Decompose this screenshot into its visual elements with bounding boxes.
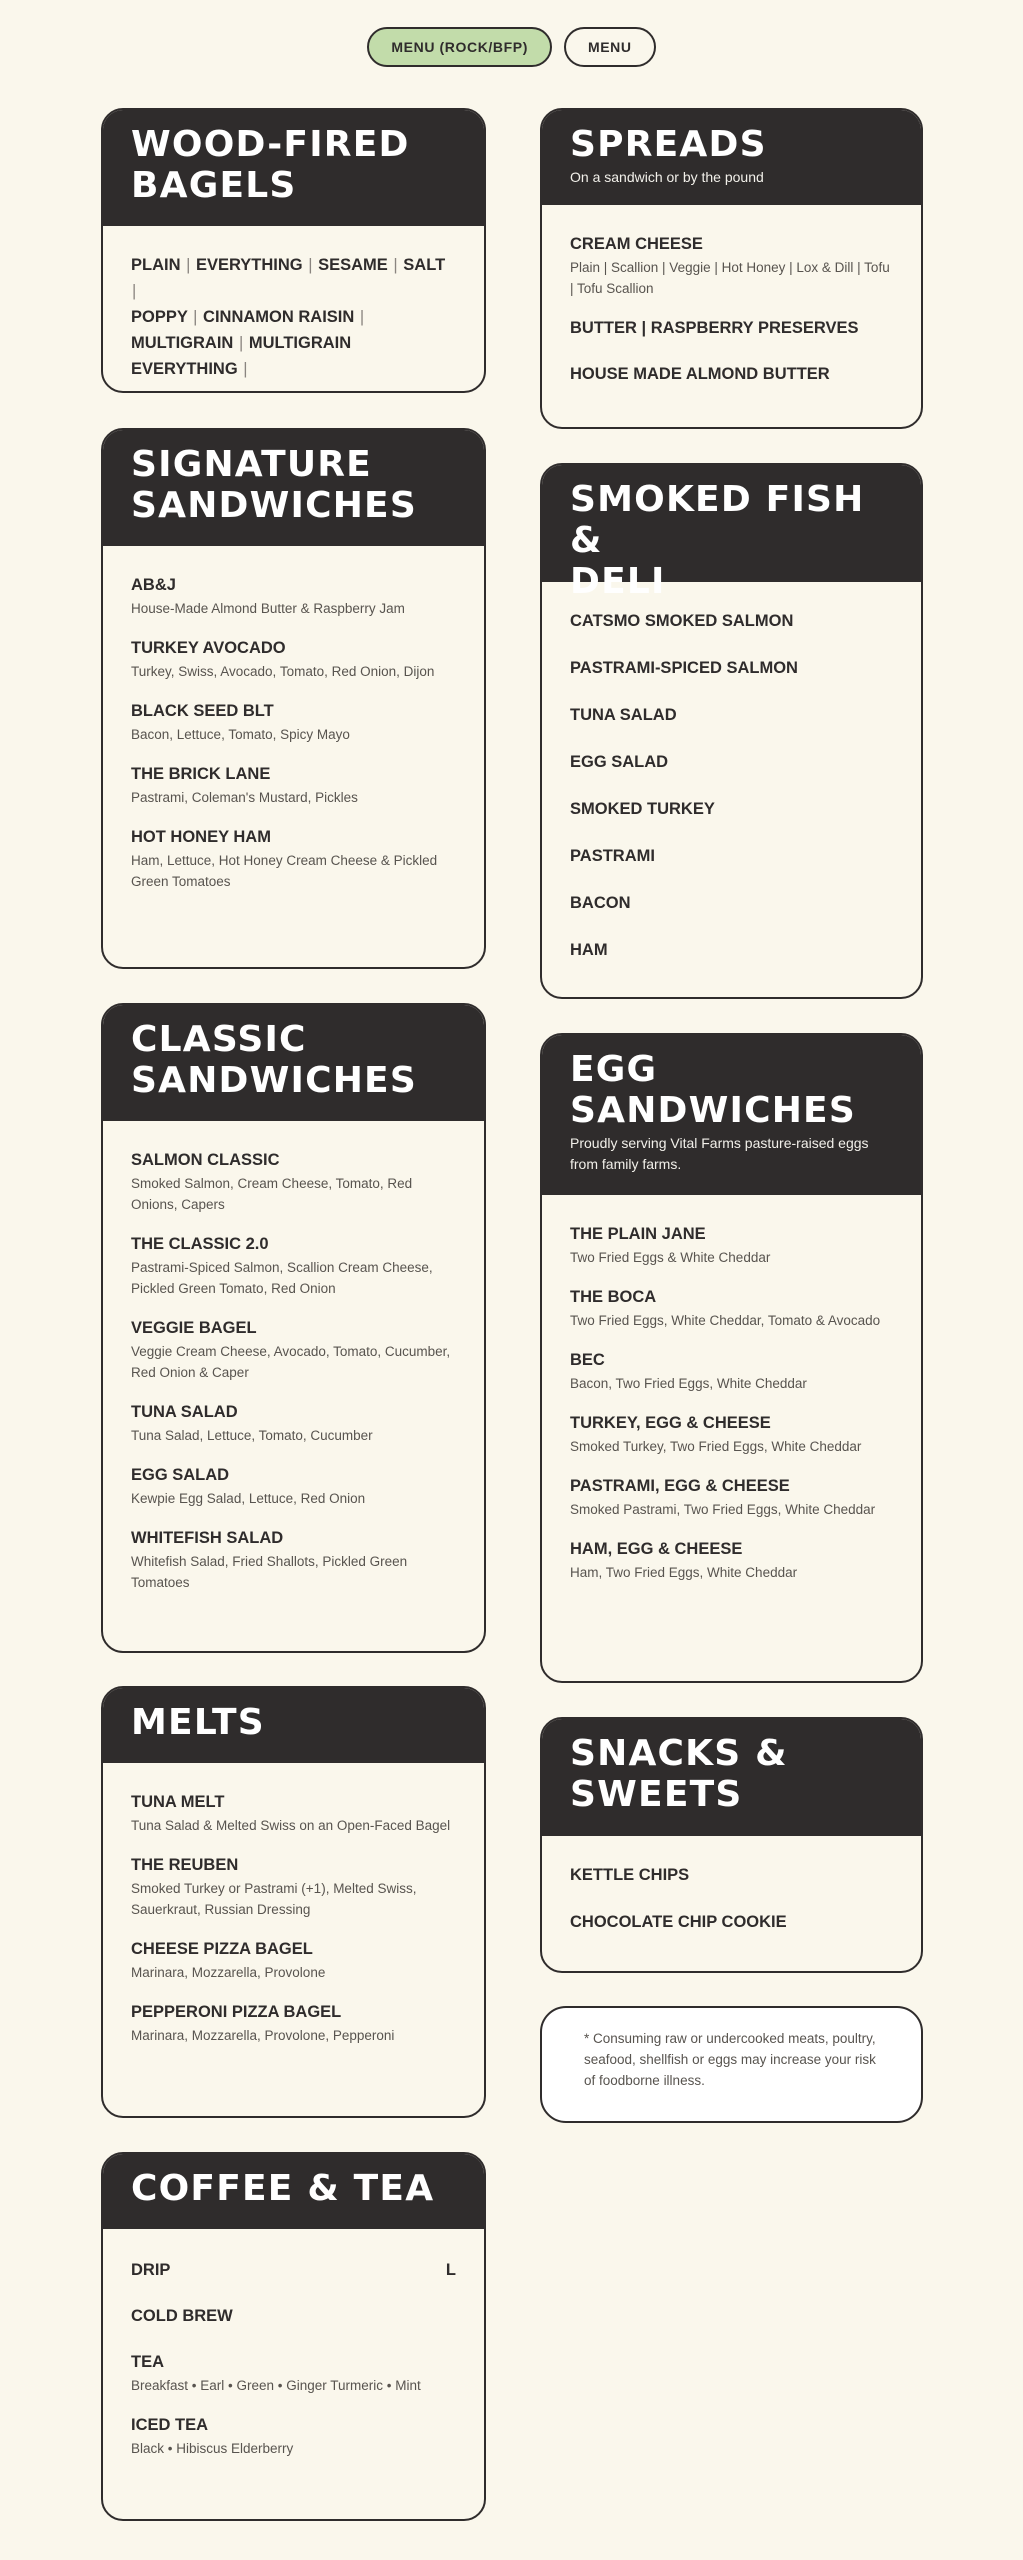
- menu-item: [131, 763, 456, 808]
- tab-menu[interactable]: MENU: [564, 27, 656, 67]
- separator: |: [359, 308, 365, 326]
- item-name: COLD BREW: [131, 2307, 233, 2325]
- menu-item: [131, 1854, 456, 1920]
- menu-tabs: [0, 27, 1023, 67]
- item-name: WHITEFISH SALAD: [131, 1529, 284, 1547]
- menu-item: [570, 363, 893, 385]
- item-description: Whitefish Salad, Fried Shallots, Pickled Green Tomatoes: [131, 1554, 408, 1590]
- item-name: EGG SALAD: [570, 753, 669, 771]
- title-line: WOOD-FIRED: [131, 124, 410, 165]
- menu-item: [570, 1349, 893, 1394]
- title-line: SNACKS &: [570, 1733, 788, 1774]
- item-label: DRIP: [131, 2261, 171, 2279]
- menu-item: [570, 1864, 893, 1886]
- menu-item: [570, 1286, 893, 1331]
- item-description: Kewpie Egg Salad, Lettuce, Red Onion: [131, 1491, 366, 1506]
- item-description: Turkey, Swiss, Avocado, Tomato, Red Onion, Dijon: [131, 664, 435, 679]
- title-line: SWEETS: [570, 1774, 743, 1815]
- item-name: PASTRAMI, EGG & CHEESE: [570, 1477, 790, 1495]
- item-name: TEA: [131, 2353, 164, 2371]
- section-header: [542, 1035, 921, 1195]
- separator: |: [393, 256, 398, 274]
- menu-item: [131, 2001, 456, 2046]
- item-description: Smoked Turkey, Two Fried Eggs, White Cheddar: [570, 1439, 862, 1454]
- item-name: CREAM CHEESE: [570, 235, 703, 253]
- menu-item: [570, 317, 893, 339]
- item-name: BUTTER | RASPBERRY PRESERVES: [570, 319, 859, 337]
- title-line: BAGELS: [131, 165, 297, 206]
- item-name: KETTLE CHIPS: [570, 1866, 690, 1884]
- separator: |: [308, 256, 313, 274]
- menu-item: [131, 2414, 456, 2459]
- bagel-flavor: EVERYTHING: [195, 256, 303, 274]
- section-title: SPREADS: [570, 124, 767, 165]
- item-name: HOT HONEY HAM: [131, 828, 271, 846]
- section-header: [103, 1688, 484, 1763]
- title-line: DELI: [570, 561, 666, 602]
- bagel-flavor: CINNAMON RAISIN: [203, 308, 355, 326]
- item-description: Smoked Pastrami, Two Fried Eggs, White Cheddar: [570, 1502, 876, 1517]
- section-coffee-tea: [101, 2152, 486, 2521]
- separator: |: [238, 334, 244, 352]
- item-description: Veggie Cream Cheese, Avocado, Tomato, Cucumber, Red Onion & Caper: [131, 1344, 451, 1380]
- notice-text: * Consuming raw or undercooked meats, poultry, seafood, shellfish or eggs may increase your risk of foodborne illness.: [584, 2031, 876, 2088]
- item-name: PASTRAMI-SPICED SALMON: [570, 659, 798, 677]
- item-name: SALMON CLASSIC: [131, 1151, 280, 1169]
- item-description: Pastrami-Spiced Salmon, Scallion Cream Cheese, Pickled Green Tomato, Red Onion: [131, 1260, 433, 1296]
- menu-item: [131, 2305, 456, 2327]
- separator: |: [186, 256, 191, 274]
- section-egg-sandwiches: [540, 1033, 923, 1683]
- menu-item: [570, 704, 893, 726]
- item-name: BEC: [570, 1351, 605, 1369]
- item-description: Black • Hibiscus Elderberry: [131, 2441, 294, 2456]
- separator: |: [243, 360, 248, 378]
- menu-item: [131, 1317, 456, 1383]
- section-wood-fired-bagels: [101, 108, 486, 393]
- section-title: [131, 1019, 456, 1101]
- item-name: TURKEY AVOCADO: [131, 639, 286, 657]
- section-title: COFFEE & TEA: [131, 2168, 435, 2209]
- item-description: Plain | Scallion | Veggie | Hot Honey | Lox & Dill | Tofu | Tofu Scallion: [570, 260, 890, 296]
- section-melts: [101, 1686, 486, 2118]
- item-description: Two Fried Eggs & White Cheddar: [570, 1250, 771, 1265]
- item-name: HAM, EGG & CHEESE: [570, 1540, 743, 1558]
- item-name: BLACK SEED BLT: [131, 702, 274, 720]
- separator: |: [193, 308, 198, 326]
- menu-item: [131, 574, 456, 619]
- item-name: TUNA SALAD: [570, 706, 677, 724]
- section-title: [570, 1733, 893, 1815]
- menu-item: [570, 845, 893, 867]
- section-title: MELTS: [131, 1702, 265, 1743]
- section-title: [131, 444, 456, 526]
- item-name: CHOCOLATE CHIP COOKIE: [570, 1913, 787, 1931]
- item-name: HOUSE MADE ALMOND BUTTER: [570, 365, 830, 383]
- item-description: House-Made Almond Butter & Raspberry Jam: [131, 601, 405, 616]
- item-name: HAM: [570, 941, 608, 959]
- bagel-flavor: POPPY: [131, 308, 188, 326]
- item-name: THE REUBEN: [131, 1856, 239, 1874]
- menu-item: [131, 1401, 456, 1446]
- menu-item: [131, 1233, 456, 1299]
- menu-item: [570, 892, 893, 914]
- section-subtitle: Proudly serving Vital Farms pasture-raised eggs from family farms.: [570, 1135, 869, 1172]
- title-line: EGG: [570, 1049, 658, 1090]
- bagel-flavor: MULTIGRAIN: [131, 334, 234, 352]
- bagel-flavor: SESAME: [318, 256, 388, 274]
- section-body: [542, 205, 921, 409]
- item-name: SMOKED TURKEY: [570, 800, 715, 818]
- section-title: [570, 1049, 893, 1131]
- title-line: CLASSIC: [131, 1019, 307, 1060]
- menu-item: [131, 2259, 456, 2281]
- item-description: Marinara, Mozzarella, Provolone, Pepperoni: [131, 2028, 395, 2043]
- section-header: [103, 1005, 484, 1121]
- food-safety-notice: [540, 2006, 923, 2123]
- item-name: THE CLASSIC 2.0: [131, 1235, 269, 1253]
- tab-menu-rock-bfp[interactable]: MENU (ROCK/BFP): [367, 27, 552, 67]
- section-body: [103, 1121, 484, 1617]
- menu-item: [570, 233, 893, 299]
- menu-item: [131, 826, 456, 892]
- section-body: [103, 226, 484, 393]
- section-header: [542, 1719, 921, 1836]
- title-line: SANDWICHES: [131, 485, 417, 526]
- section-snacks-sweets: [540, 1717, 923, 1973]
- item-description: Smoked Turkey or Pastrami (+1), Melted Swiss, Sauerkraut, Russian Dressing: [131, 1881, 417, 1917]
- menu-item: [131, 1464, 456, 1509]
- menu-item: [570, 751, 893, 773]
- item-name: TURKEY, EGG & CHEESE: [570, 1414, 771, 1432]
- item-description: Two Fried Eggs, White Cheddar, Tomato & Avocado: [570, 1313, 881, 1328]
- section-body: [103, 1763, 484, 2070]
- item-name: AB&J: [131, 576, 176, 594]
- item-name: ICED TEA: [131, 2416, 209, 2434]
- item-name: BACON: [570, 894, 631, 912]
- size-label: L: [445, 2261, 456, 2279]
- menu-item: [131, 1938, 456, 1983]
- item-description: Smoked Salmon, Cream Cheese, Tomato, Red Onions, Capers: [131, 1176, 413, 1212]
- item-description: Ham, Lettuce, Hot Honey Cream Cheese & Pickled Green Tomatoes: [131, 853, 438, 889]
- item-name: [131, 2259, 456, 2281]
- item-name: TUNA SALAD: [131, 1403, 238, 1421]
- item-description: Bacon, Lettuce, Tomato, Spicy Mayo: [131, 727, 350, 742]
- title-line: SIGNATURE: [131, 444, 372, 485]
- section-classic-sandwiches: [101, 1003, 486, 1653]
- section-body: [103, 546, 484, 916]
- menu-item: [570, 1223, 893, 1268]
- section-body: [103, 2229, 484, 2508]
- section-header: [542, 465, 921, 602]
- item-description: Bacon, Two Fried Eggs, White Cheddar: [570, 1376, 807, 1391]
- item-description: Breakfast • Earl • Green • Ginger Turmeric • Mint: [131, 2378, 421, 2393]
- menu-item: [570, 939, 893, 961]
- item-name: PASTRAMI: [570, 847, 655, 865]
- bagel-flavor-list: [131, 252, 456, 382]
- title-line: SANDWICHES: [131, 1060, 417, 1101]
- section-body: [542, 1836, 921, 1973]
- menu-item: [131, 700, 456, 745]
- item-description: Pastrami, Coleman's Mustard, Pickles: [131, 790, 358, 805]
- title-line: SMOKED FISH &: [570, 479, 865, 561]
- item-description: Tuna Salad, Lettuce, Tomato, Cucumber: [131, 1428, 373, 1443]
- section-spreads: [540, 108, 923, 429]
- bagel-flavor: SALT: [403, 256, 446, 274]
- menu-item: [131, 637, 456, 682]
- item-name: THE BOCA: [570, 1288, 657, 1306]
- bagel-flavor: MULTIGRAIN EVERYTHING: [131, 334, 352, 378]
- menu-item: [570, 610, 893, 632]
- section-body: [542, 582, 921, 999]
- menu-item: [570, 1538, 893, 1583]
- section-header: [103, 2154, 484, 2229]
- item-description: Tuna Salad & Melted Swiss on an Open-Faced Bagel: [131, 1818, 451, 1833]
- item-name: PEPPERONI PIZZA BAGEL: [131, 2003, 342, 2021]
- item-description: Ham, Two Fried Eggs, White Cheddar: [570, 1565, 798, 1580]
- item-name: TUNA MELT: [131, 1793, 225, 1811]
- menu-item: [570, 1412, 893, 1457]
- item-name: THE PLAIN JANE: [570, 1225, 706, 1243]
- section-smoked-fish-deli: [540, 463, 923, 999]
- section-signature-sandwiches: [101, 428, 486, 969]
- item-name: CATSMO SMOKED SALMON: [570, 612, 794, 630]
- title-line: SANDWICHES: [570, 1090, 856, 1131]
- menu-item: [131, 1527, 456, 1593]
- item-name: EGG SALAD: [131, 1466, 230, 1484]
- section-header: [542, 110, 921, 205]
- bagel-flavor: PLAIN: [131, 256, 181, 274]
- item-description: Marinara, Mozzarella, Provolone: [131, 1965, 326, 1980]
- item-name: THE BRICK LANE: [131, 765, 271, 783]
- item-name: VEGGIE BAGEL: [131, 1319, 257, 1337]
- menu-item: [570, 1911, 893, 1933]
- item-name: CHEESE PIZZA BAGEL: [131, 1940, 313, 1958]
- section-header: [103, 430, 484, 546]
- section-body: [542, 1195, 921, 1607]
- menu-item: [131, 1791, 456, 1836]
- menu-item: [131, 1149, 456, 1215]
- section-subtitle: On a sandwich or by the pound: [570, 169, 764, 185]
- menu-item: [570, 798, 893, 820]
- separator: |: [132, 282, 137, 300]
- menu-item: [570, 1475, 893, 1520]
- section-header: [103, 110, 484, 226]
- section-title: [131, 124, 456, 206]
- menu-item: [131, 2351, 456, 2396]
- menu-item: [570, 657, 893, 679]
